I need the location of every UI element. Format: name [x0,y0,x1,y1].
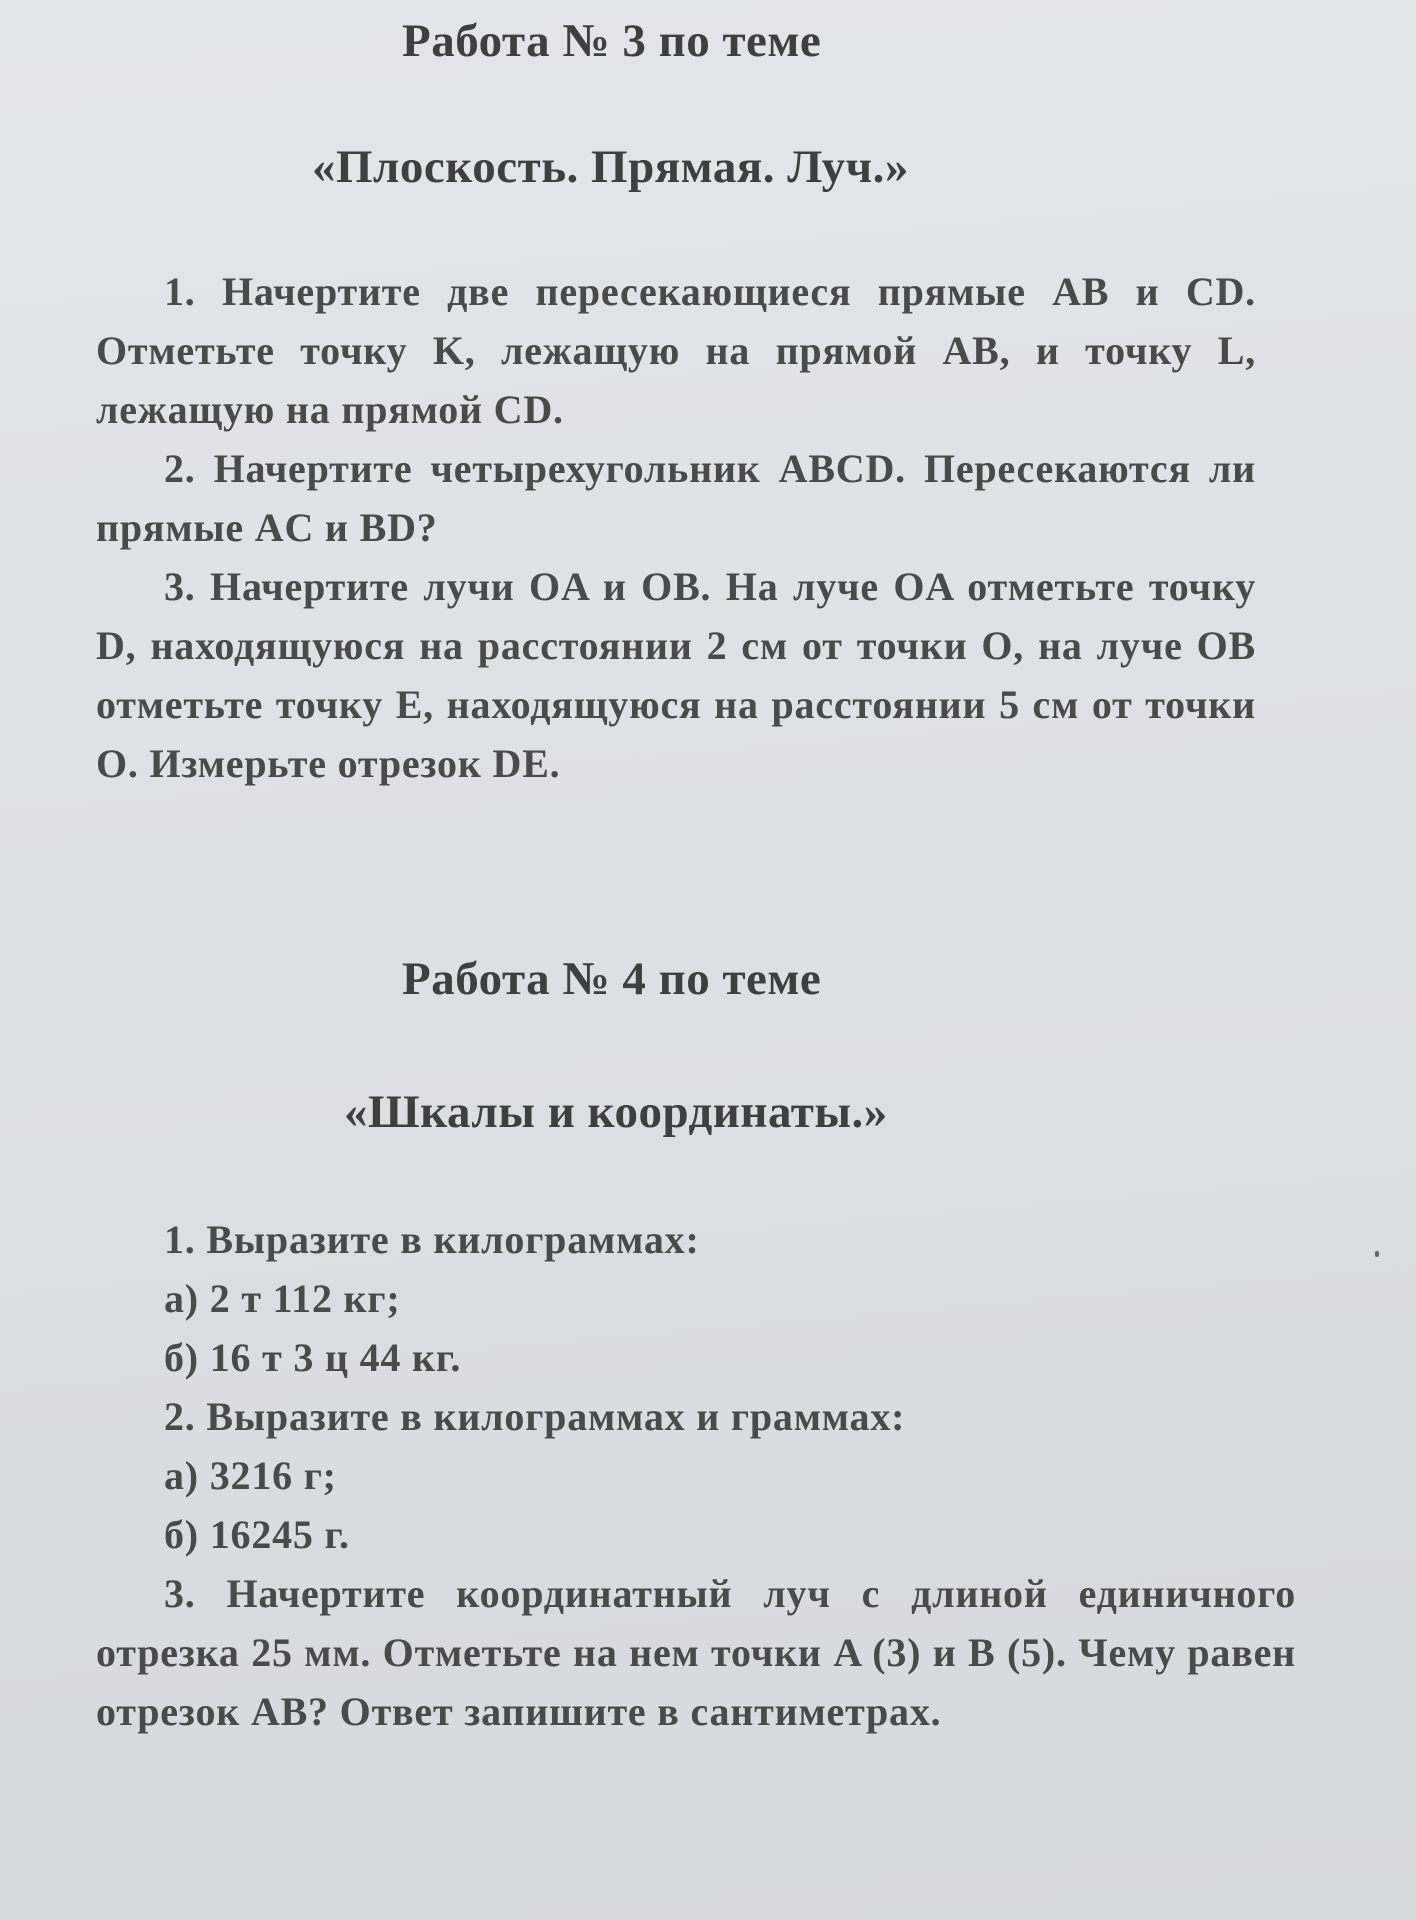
work4-topic: «Шкалы и координаты.» [344,1086,888,1138]
work4-task-3: 3. Начертите координатный луч с длиной единичного отрезка 25 мм. Отметьте на нем точки A (3) и B (5). Чему равен отрезок AB? Ответ запишите в сантиметрах. [96,1571,1296,1734]
work4-task-1-label: 1. Выразите в килограммах: [164,1217,700,1262]
work3-heading: Работа № 3 по теме [402,15,822,67]
work4-task-2-label: 2. Выразите в килограммах и граммах: [164,1394,906,1439]
work4-task-1-item-a: а) 2 т 112 кг; [164,1276,401,1321]
work3-tasks [96,262,1256,793]
work4-tasks [96,1210,1296,1741]
work4-task-2-item-b: б) 16245 г. [164,1512,350,1557]
work4-task-1-item-b: б) 16 т 3 ц 44 кг. [164,1335,462,1380]
work3-task-3: 3. Начертите лучи OA и OB. На луче OA отметьте точку D, находящуюся на расстоянии 2 см от точки O, на луче OB отметьте точку E, находящуюся на расстоянии 5 см от точки O. Измерьте отрезок DE. [96,564,1256,786]
work4-task-2-item-a: а) 3216 г; [164,1453,337,1498]
work4-heading: Работа № 4 по теме [402,953,822,1005]
work3-task-2: 2. Начертите четырехугольник ABCD. Пересекаются ли прямые AC и BD? [96,446,1256,550]
work3-topic: «Плоскость. Прямая. Луч.» [312,141,909,193]
work3-task-1: 1. Начертите две пересекающиеся прямые AB и CD. Отметьте точку K, лежащую на прямой AB, и точку L, лежащую на прямой CD. [96,269,1256,432]
paper-speck [1375,1251,1379,1257]
